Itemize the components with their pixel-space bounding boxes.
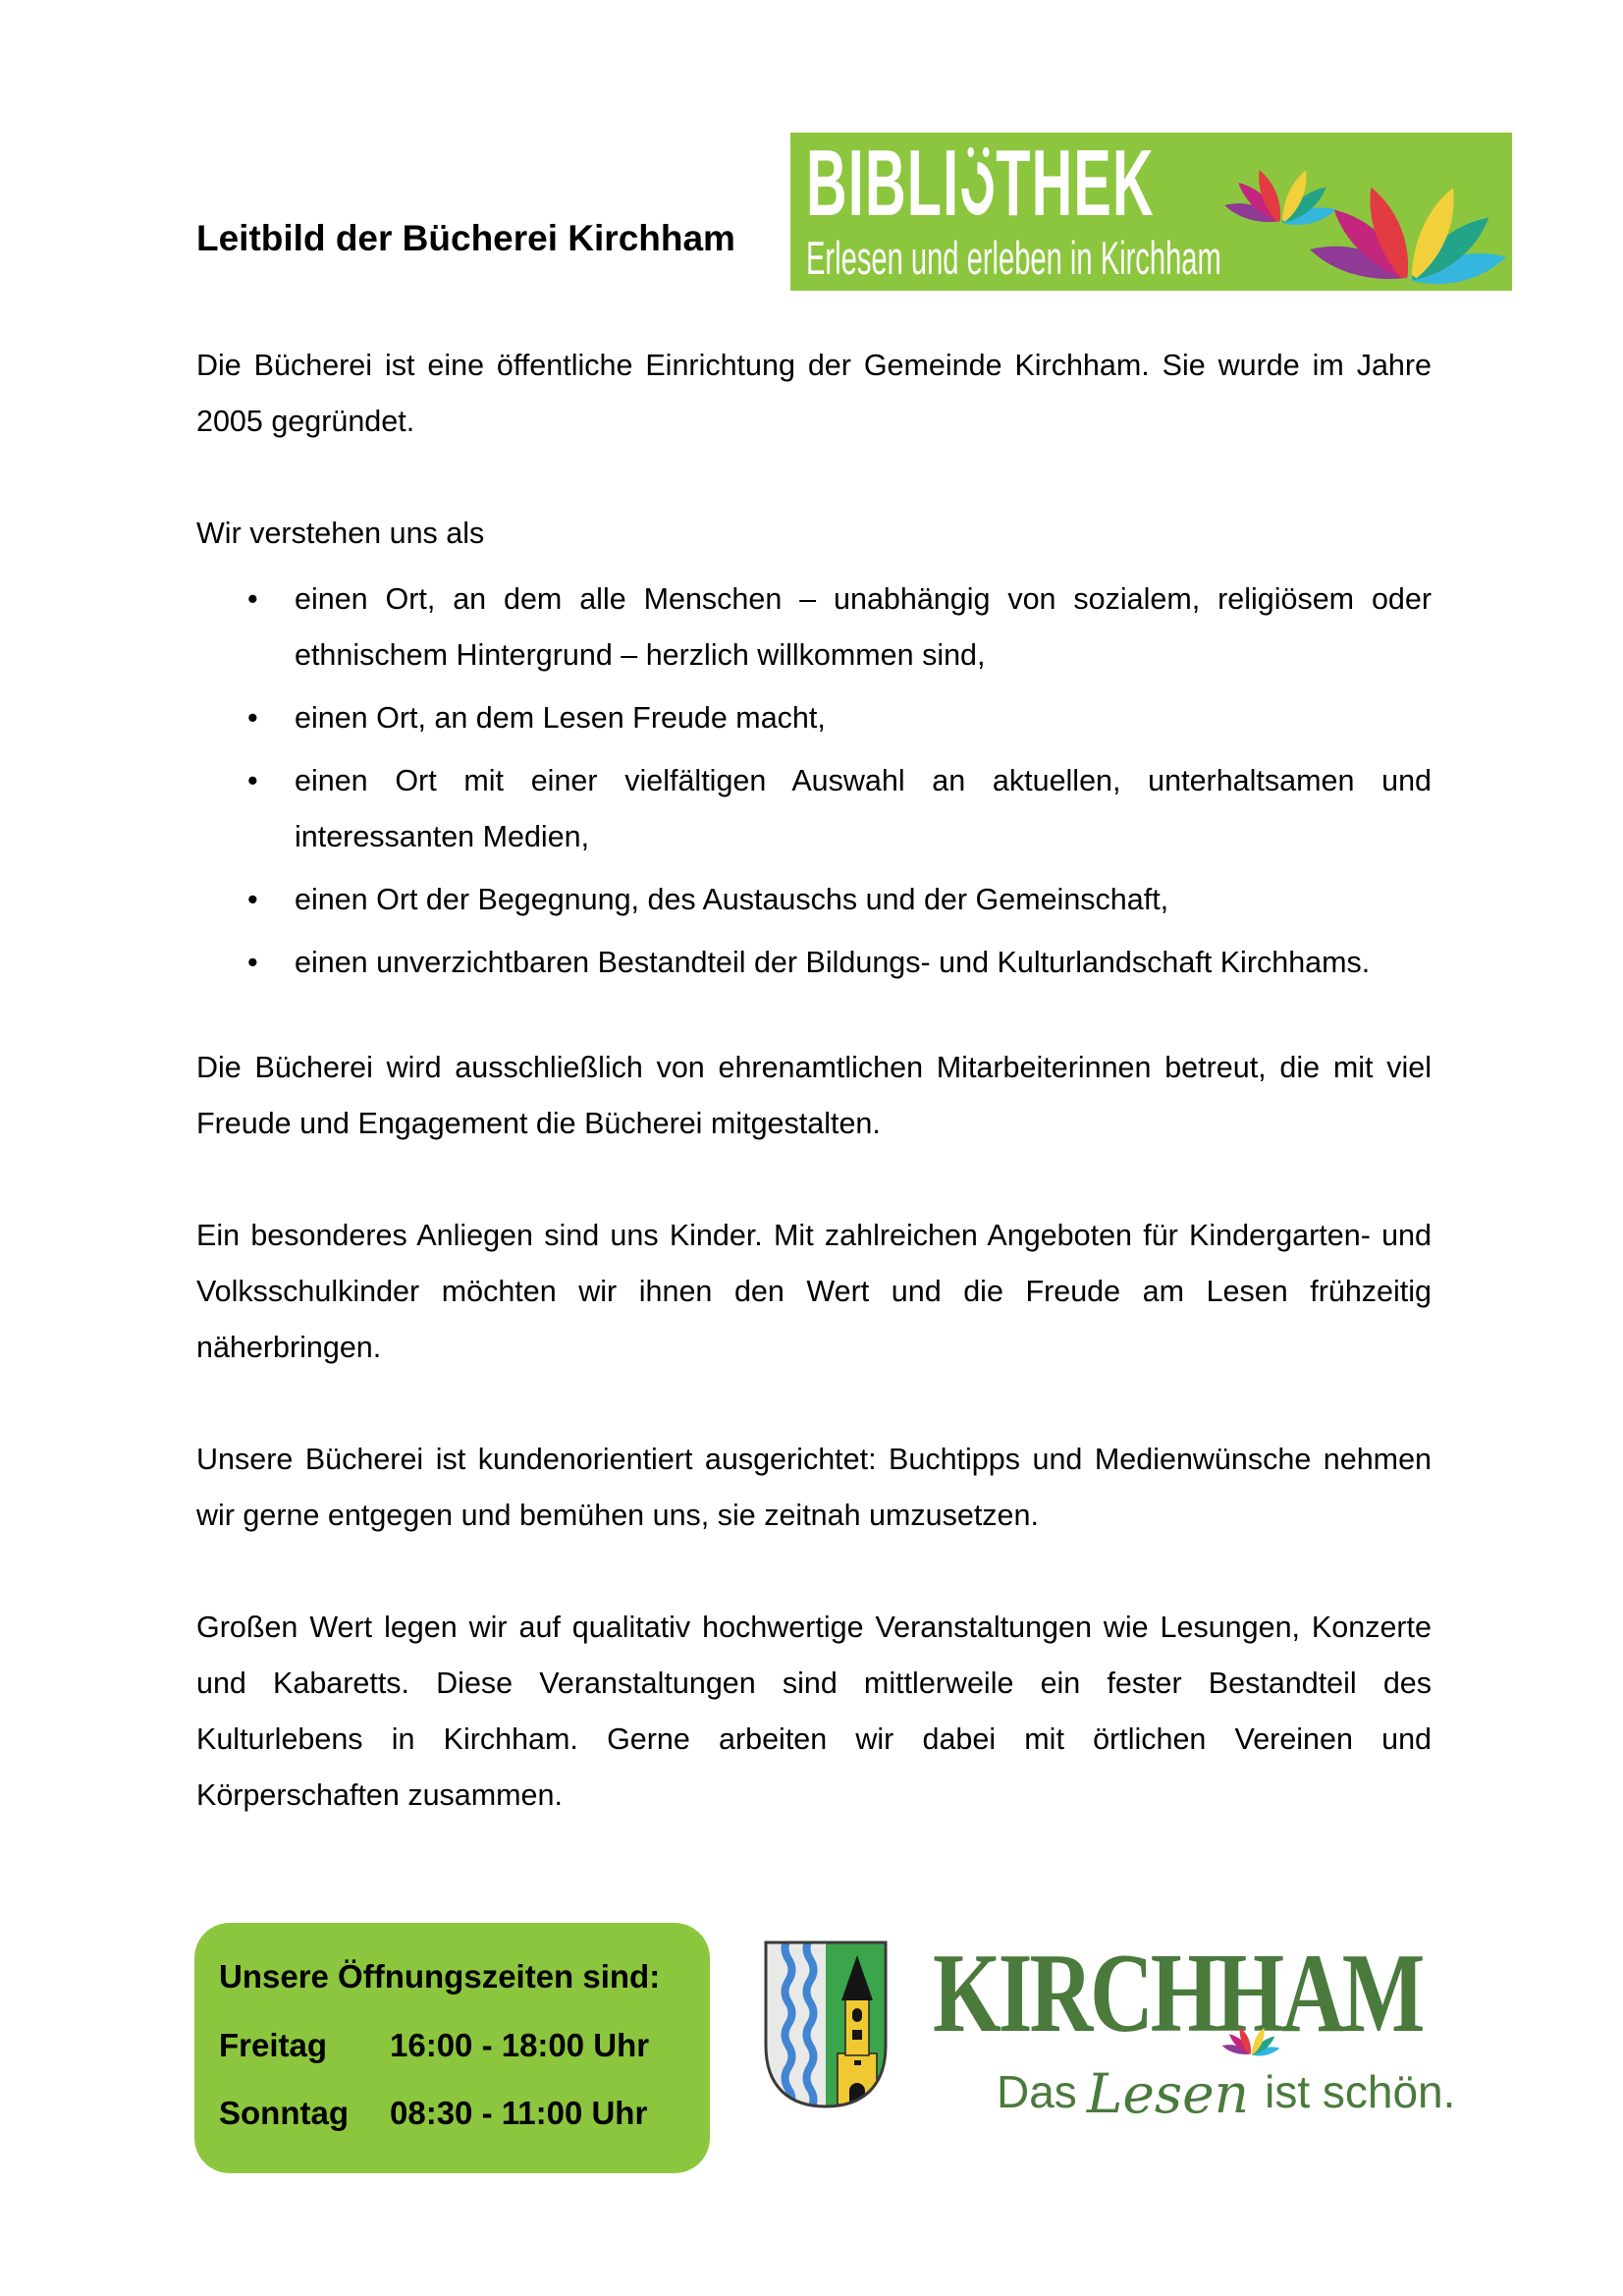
list-item: • einen Ort, an dem alle Menschen – unabhängig von sozialem, religiösem oder ethnischem Hintergrund – herzlich willkommen sind, [295, 572, 1432, 683]
list-item: • einen Ort, an dem Lesen Freude macht, [295, 690, 1432, 746]
library-tagline: Erlesen und erleben in Kirchham [806, 232, 1221, 284]
paragraph-events: Großen Wert legen wir auf qualitativ hochwertige Veranstaltungen wie Lesungen, Konzerte und Kabaretts. Diese Veranstaltungen sind mittlerweile ein fester Bestandteil des Kulturlebens in Kirchham. Gerne arbeiten wir dabei mit örtlichen Vereinen und Körperschaften zusammen. [196, 1611, 1432, 1812]
day-label: Sonntag [219, 2095, 349, 2131]
paragraph-lead-in: Wir verstehen uns als [196, 517, 485, 550]
opening-hours-heading: Unsere Öffnungszeiten sind: [219, 1958, 661, 1995]
paragraph-intro: Die Bücherei ist eine öffentliche Einrichtung der Gemeinde Kirchham. Sie wurde im Jahre 2005 gegründet. [196, 349, 1432, 438]
tagline-rest: ist schön. [1265, 2066, 1456, 2117]
list-item: • einen unverzichtbaren Bestandteil der Bildungs- und Kulturlandschaft Kirchhams. [295, 935, 1432, 991]
umlaut-o-icon [962, 162, 994, 215]
tagline-lesen: Lesen [1086, 2062, 1250, 2125]
paragraph-customer-focus: Unsere Bücherei ist kundenorientiert ausgerichtet: Buchtipps und Medienwünsche nehmen wir gerne entgegen und bemühen uns, sie zeitnah umzusetzen. [196, 1443, 1432, 1532]
opening-hours-box [194, 1923, 710, 2173]
paragraph-volunteers: Die Bücherei wird ausschließlich von ehrenamtlichen Mitarbeiterinnen betreut, die mit viel Freude und Engagement die Bücherei mitgestalten. [196, 1051, 1432, 1140]
library-logo-banner [790, 133, 1512, 291]
opening-hours-row [219, 2027, 649, 2064]
day-label: Freitag [219, 2027, 328, 2063]
kirchham-tagline [997, 2057, 1456, 2125]
list-item: • einen Ort mit einer vielfältigen Auswahl an aktuellen, unterhaltsamen und interessanten Medien, [295, 753, 1432, 865]
opening-hours-row [219, 2095, 647, 2132]
wordmark-left: BIBLI [806, 131, 960, 236]
time-value: 16:00 - 18:00 Uhr [390, 2027, 650, 2063]
page-title: Leitbild der Bücherei Kirchham [196, 218, 735, 258]
body-text [196, 338, 1432, 1880]
mission-bullet-list [196, 572, 1432, 991]
tagline-das: Das [997, 2066, 1077, 2117]
kirchham-coat-of-arms [761, 1938, 891, 2112]
time-value: 08:30 - 11:00 Uhr [390, 2095, 648, 2131]
butterfly-icon [1220, 2013, 1281, 2056]
wordmark-right: THEK [996, 131, 1155, 236]
butterfly-icon [1303, 138, 1513, 286]
kirchham-wordmark: KIRCHHAM [933, 1931, 1423, 2055]
paragraph-children: Ein besonderes Anliegen sind uns Kinder. Mit zahlreichen Angeboten für Kindergarten- und Volksschulkinder möchten wir ihnen den Wert und die Freude am Lesen frühzeitig näherbringen. [196, 1219, 1432, 1364]
list-item: • einen Ort der Begegnung, des Austauschs und der Gemeinschaft, [295, 872, 1432, 928]
